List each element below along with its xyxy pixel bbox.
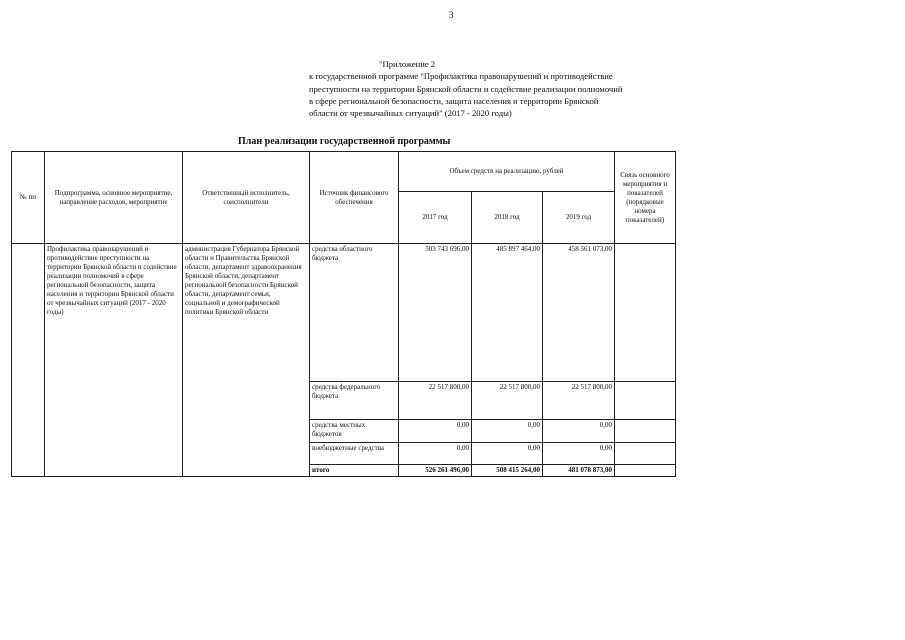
appendix-line: преступности на территории Брянской области и содействие реализации полномочий [309,83,623,94]
value-cell: 458 561 073,00 [543,244,615,382]
value-cell: 0,00 [543,443,615,465]
plan-title: План реализации государственной программы [238,136,451,147]
page-number: 3 [449,10,454,20]
total-value-cell: 508 415 264,00 [472,465,543,477]
header-source: Источник финансового обеспечения [310,152,399,244]
link-cell [615,443,676,465]
executor-cell: администрация Губернатора Брянской области и Правительства Брянской области, департамент здравоохранения Брянской области, департамент региональной безопасности Брянской области, департамент семьи, социальной и демографической политики Брянской области [183,244,310,477]
source-cell: средства федерального бюджета [310,382,399,420]
link-cell [615,382,676,420]
plan-table [11,151,676,477]
header-year-2018: 2018 год [472,192,543,244]
source-cell: средства местных бюджетов [310,420,399,443]
row-num-cell [12,244,45,477]
appendix-block [309,58,679,119]
header-link: Связь основного мероприятия и показателей (порядковые номера показателей) [615,152,676,244]
value-cell: 0,00 [472,420,543,443]
value-cell: 22 517 800,00 [399,382,472,420]
total-value-cell: 481 078 873,00 [543,465,615,477]
link-cell [615,244,676,382]
value-cell: 0,00 [472,443,543,465]
header-volume: Объем средств на реализацию, рублей [399,152,615,192]
header-subprogram: Подпрограмма, основное мероприятие, направление расходов, мероприятие [45,152,183,244]
appendix-line: в сфере региональной безопасности, защита населения и территории Брянской [309,95,599,106]
value-cell: 503 743 696,00 [399,244,472,382]
appendix-heading: "Приложение 2 [379,59,436,69]
value-cell: 22 517 800,00 [472,382,543,420]
link-cell [615,420,676,443]
header-year-2017: 2017 год [399,192,472,244]
total-value-cell: 526 261 496,00 [399,465,472,477]
appendix-line: области от чрезвычайных ситуаций" (2017 - 2020 годы) [309,108,512,119]
value-cell: 0,00 [543,420,615,443]
source-cell: средства областного бюджета [310,244,399,382]
value-cell: 0,00 [399,443,472,465]
link-cell [615,465,676,477]
appendix-line: к государственной программе "Профилактика правонарушений и противодействие [309,71,613,82]
header-year-2019: 2019 год [543,192,615,244]
source-cell: внебюджетные средства [310,443,399,465]
header-num: № пп [12,152,45,244]
subprogram-cell: Профилактика правонарушений и противодействие преступности на территории Брянской области и содействие реализации полномочий в сфере региональной безопасности, защита населения и территории Брянской области от чрезвычайных ситуаций (2017 - 2020 годы) [45,244,183,477]
value-cell: 485 897 464,00 [472,244,543,382]
value-cell: 22 517 800,00 [543,382,615,420]
total-label-cell: итого [310,465,399,477]
header-executor: Ответственный исполнитель, соисполнители [183,152,310,244]
value-cell: 0,00 [399,420,472,443]
